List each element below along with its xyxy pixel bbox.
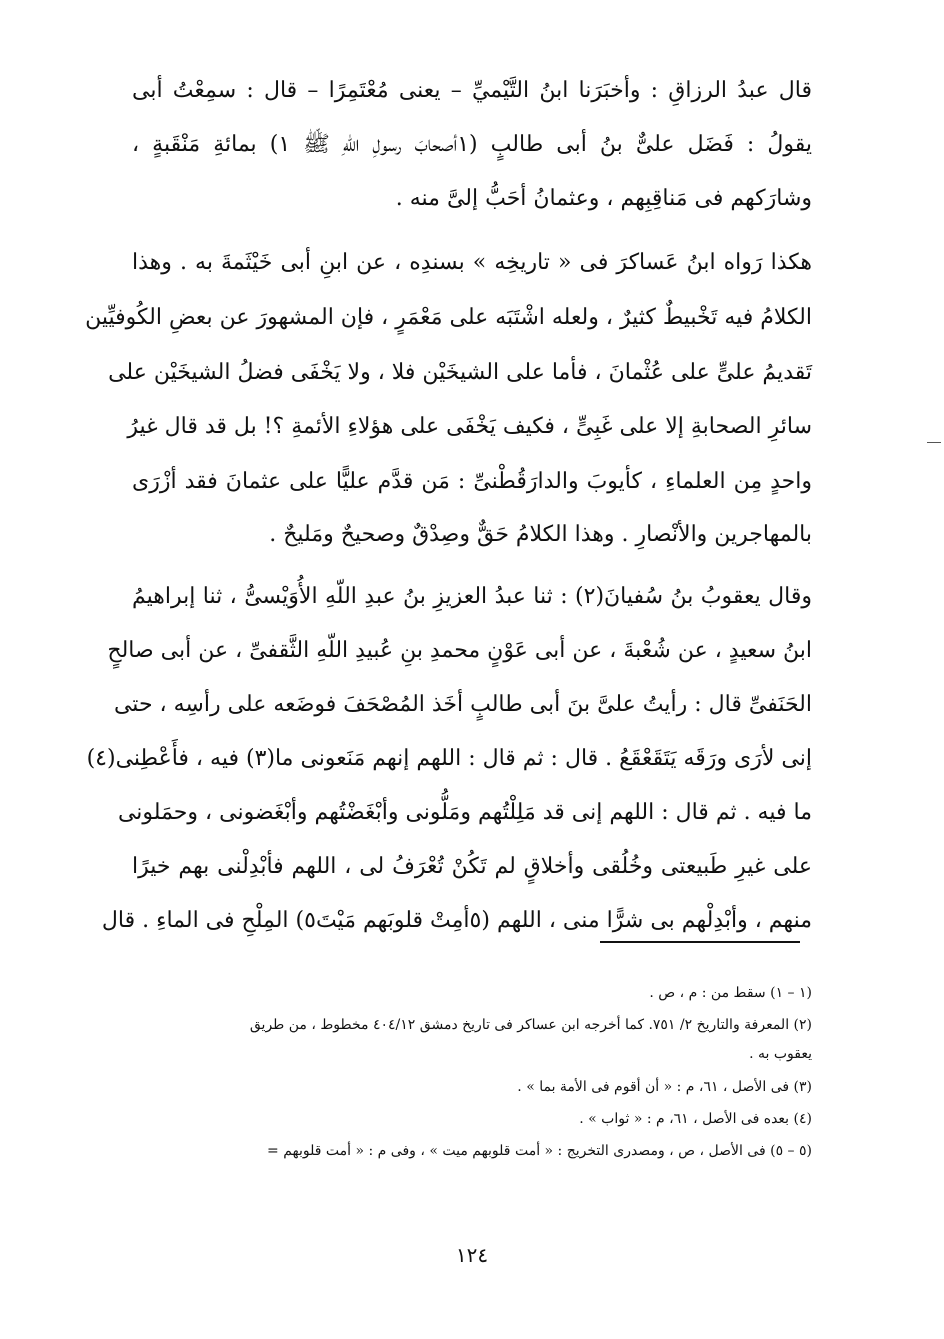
body-line: هكذا رَواه ابنُ عَساكرَ فى « تاريخِه » بسندِه ، عن ابنِ أبى خَيْثَمةَ به . وهذا: [132, 250, 812, 275]
footnote: يعقوب به .: [749, 1046, 812, 1062]
body-line: سائرِ الصحابةِ إلا على غَبِىٍّ ، فكيف يَخْفَى على هؤلاءِ الأئمةِ ؟! بل قد قال غيرُ: [127, 414, 812, 439]
body-line: وقال يعقوبُ بنُ سُفيانَ(٢) : ثنا عبدُ العزيزِ بنُ عبدِ اللّهِ الأُوَيْسىُّ ، ثنا إبراهيمُ: [132, 584, 812, 609]
body-line: واحدٍ مِن العلماءِ ، كأيوبَ والدارَقُطْنىِّ : مَن قدَّم عليًّا على عثمانَ فقد أزْرَى: [132, 469, 812, 494]
body-line: الحَنَفىِّ قال : رأيتُ علىَّ بنَ أبى طالبٍ أخَذ المُصْحَفَ فوضَعه على رأسِه ، حتى: [113, 692, 812, 717]
body-line: قال عبدُ الرزاقِ : وأخبَرَنا ابنُ التَّيْميِّ – يعنى مُعْتَمِرًا – قال : سمِعْتُ أبى: [132, 78, 812, 103]
footnote: (٢) المعرفة والتاريخ ٢/ ٧٥١. كما أخرجه ابن عساكر فى تاريخ دمشق ٤٠٤/١٢ مخطوط ، من طريق: [249, 1017, 812, 1033]
body-line: منهم ، وأبْدِلْهم بى شرًّا منى ، اللهم (٥أمِتْ قلوبَهم مَيْتَ٥) المِلْحِ فى الماءِ . قال: [101, 908, 812, 933]
footnote: (١ – ١) سقط من : م ، ص .: [649, 985, 812, 1001]
margin-mark: [927, 442, 941, 443]
footnote: (٤) بعده فى الأصل ، ٦١، م : « ثواب » .: [579, 1111, 812, 1127]
footnote-rule: [600, 941, 800, 943]
body-line: يقولُ : فَضَل علىٌّ بنُ أبى طالبٍ (١أصحابَ رسولِ اللّهِ ﷺ ١) بمائةِ مَنْقَبةٍ ،: [132, 132, 812, 157]
body-line: وشارَكهم فى مَناقِبِهم ، وعثمانُ أحَبُّ إلىَّ منه .: [395, 186, 812, 211]
body-line: بالمهاجرين والأنْصارِ . وهذا الكلامُ حَقٌّ وصِدْقٌ وصحيحٌ ومَليحٌ .: [269, 522, 812, 547]
footnote: (٥ – ٥) فى الأصل ، ص ، ومصدرى التخريج : « أمت قلوبهم ميت » ، وفى م : « أمت قلوبهم =: [267, 1143, 812, 1159]
page-number: ١٢٤: [455, 1243, 489, 1267]
body-line: إنى لأرَى ورَقَه يَتَقَعْقَعُ . قال : ثم قال : اللهم إنهم مَنَعونى ما(٣) فيه ، فأَعْطِنى(٤): [86, 746, 812, 771]
footnote: (٣) فى الأصل ، ٦١، م : « أن أقوم فى الأمة بما » .: [517, 1079, 812, 1095]
body-line: ابنُ سعيدٍ ، عن شُعْبةَ ، عن أبى عَوْنٍ محمدِ بنِ عُبيدِ اللّهِ الثَّقفىِّ ، عن أبى صالحٍ: [107, 638, 812, 663]
body-line: على غيرِ طَبيعتى وخُلُقى وأخلاقٍ لم تَكُنْ تُعْرَفُ لى ، اللهم فأبْدِلْنى بهم خيرًا: [132, 854, 812, 879]
body-line: ما فيه . ثم قال : اللهم إنى قد مَلِلْتُهم ومَلُّونى وأبْغَضْتُهم وأبْغَضونى ، وحمَلونى: [117, 800, 812, 825]
body-line: تَقديمُ علىٍّ على عُثْمانَ ، فأما على الشيخَيْن فلا ، ولا يَخْفَى فضلُ الشيخَيْن على: [108, 360, 812, 385]
body-line: الكلامُ فيه تَخْبيطٌ كثيرٌ ، ولعله اشْتَبَه على مَعْمَرٍ ، فإن المشهورَ عن بعضِ الكُوفيِّين: [85, 305, 812, 330]
